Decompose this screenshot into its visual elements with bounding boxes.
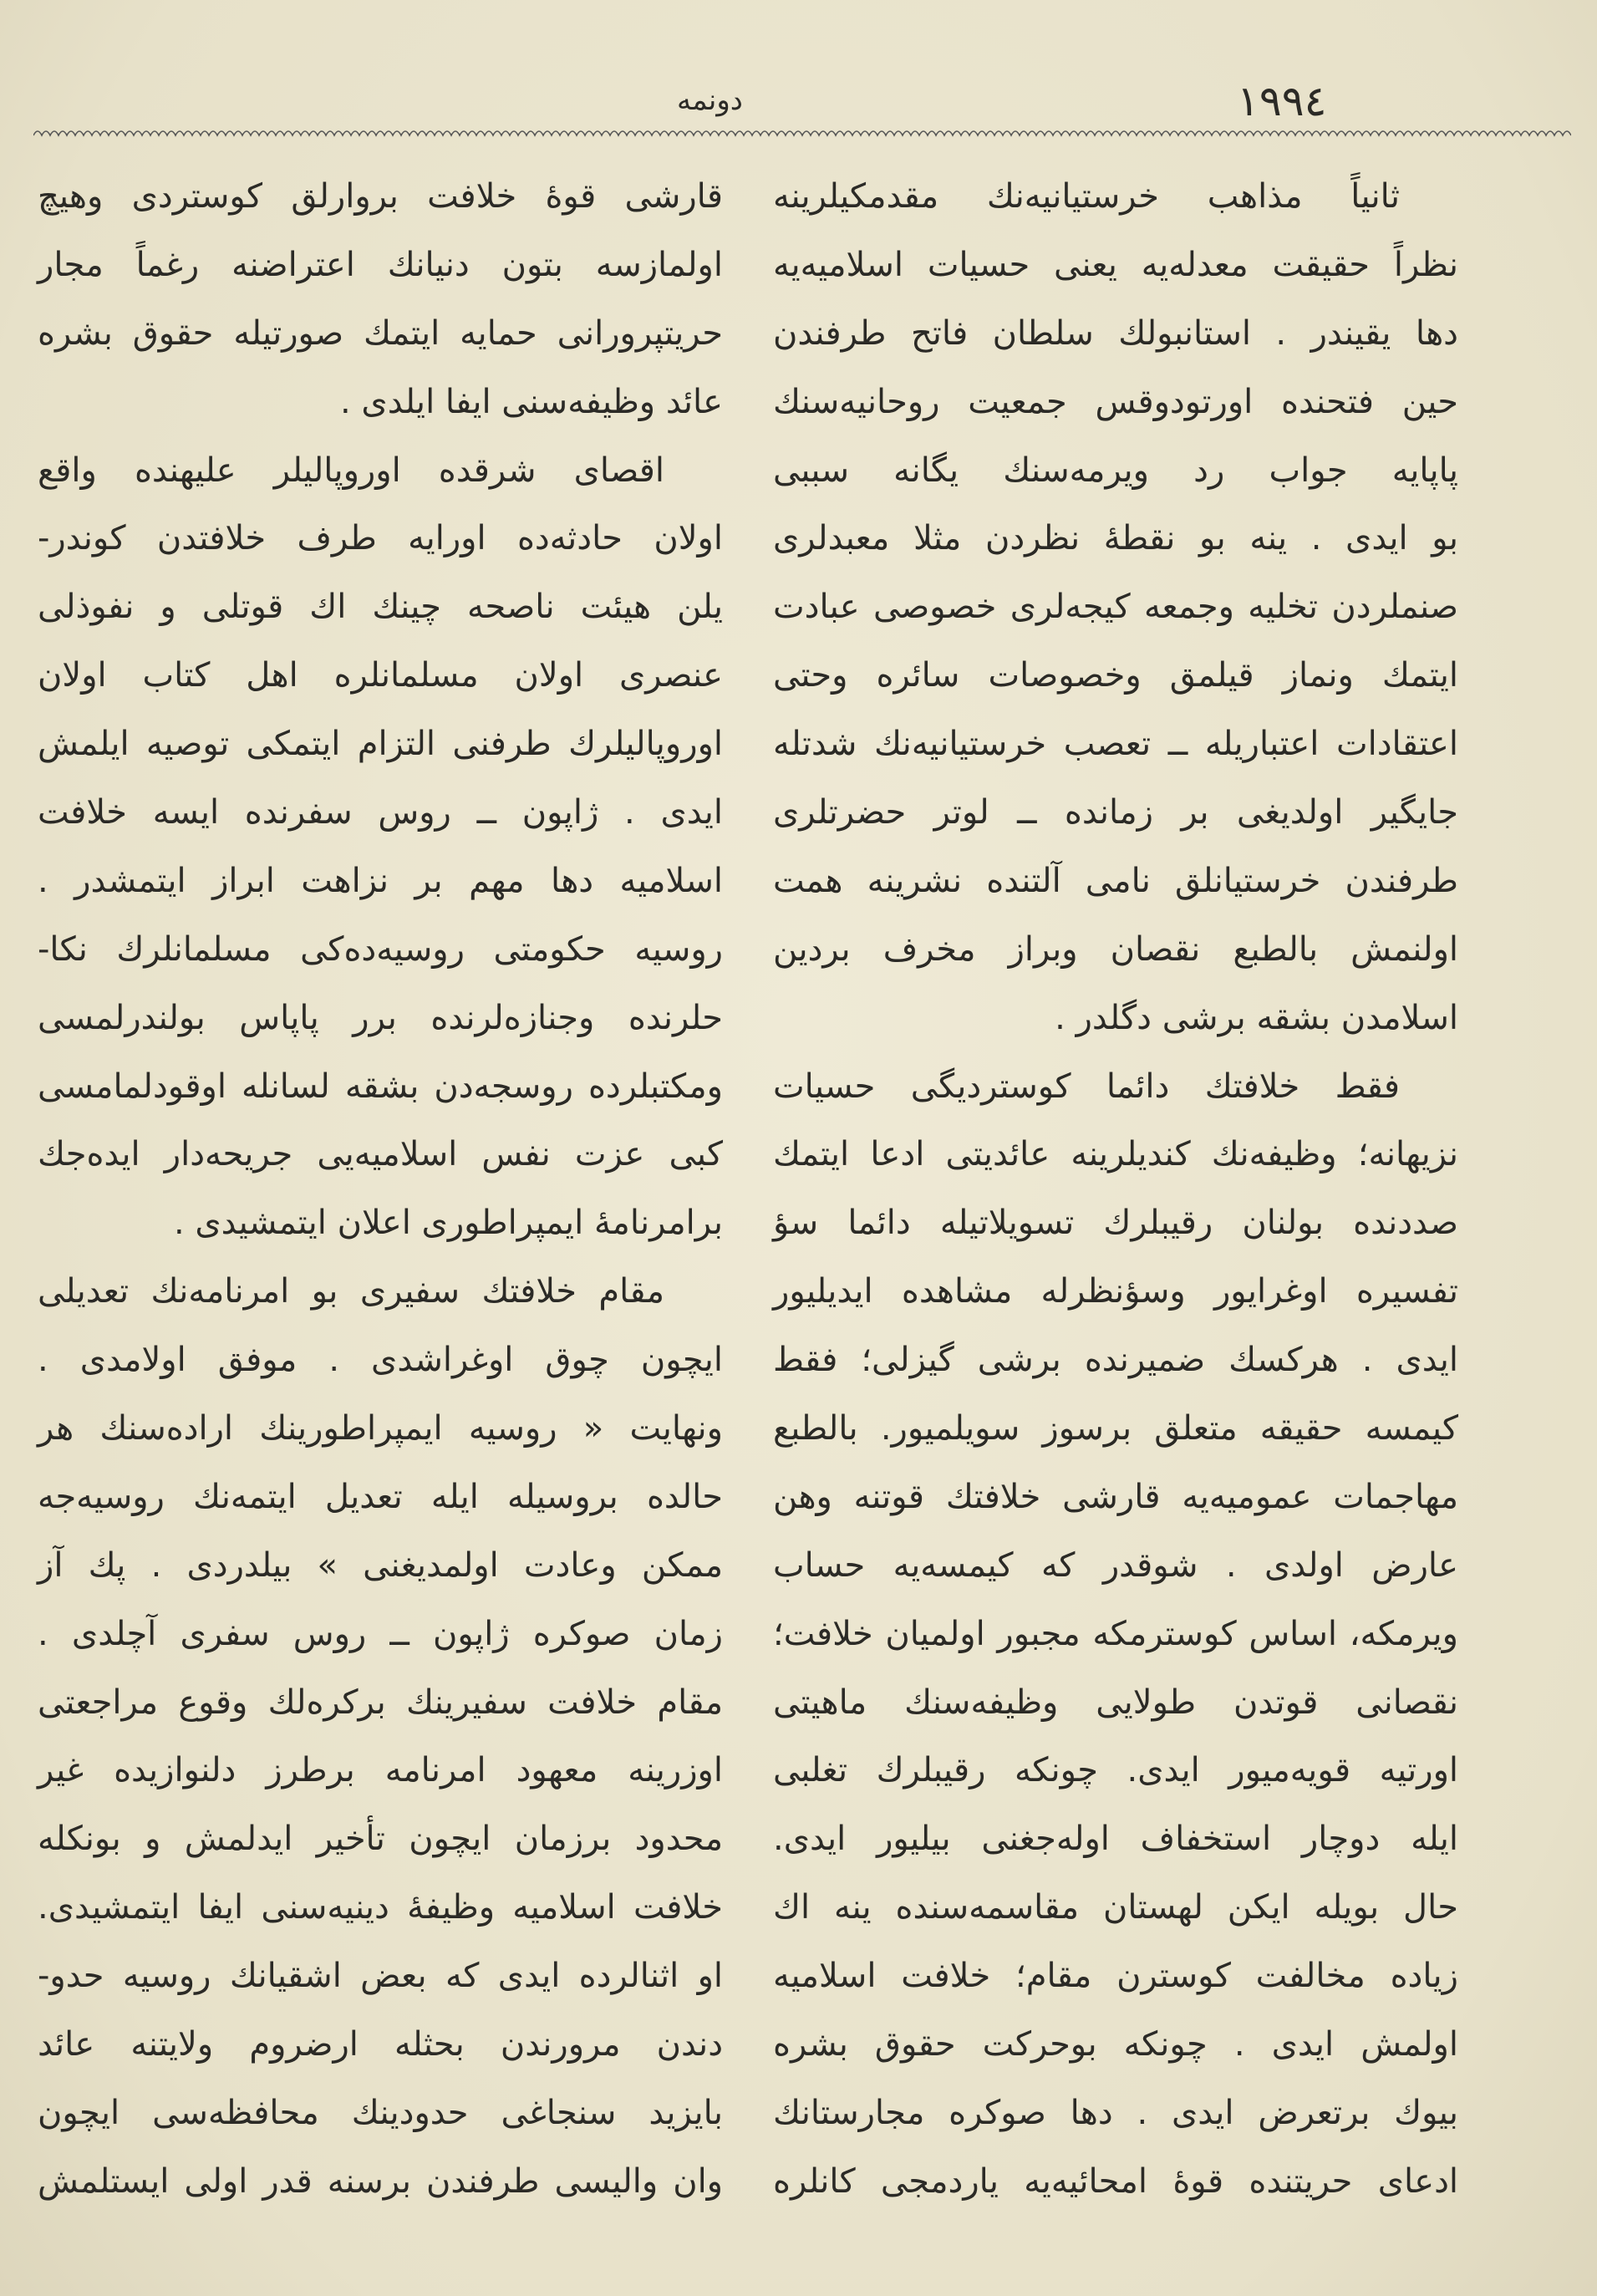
text-line: ایچون چوق اوغراشدی . موفق اولامدی . xyxy=(38,1341,723,1380)
text-line: قارشی قوهٔ خلافت بروارلق كوستردی وهیچ xyxy=(38,177,723,216)
text-line: اعتقادات اعتباریله ــ تعصب خرستیانیه‌نك شدتله xyxy=(773,725,1458,764)
text-line: حریتپرورانی حمایه ایتمك صورتیله حقوق بشره xyxy=(38,313,723,353)
text-line: عارض اولدی . شوقدر كه كیمسه‌یه حساب xyxy=(773,1545,1458,1585)
text-line: دندن مرورندن بحثله ارضروم ولایتنه عائد xyxy=(38,2025,723,2064)
text-line: خلافت اسلامیه وظیفهٔ دینیه‌سنی ایفا ایتمشیدی. xyxy=(38,1888,723,1927)
text-line: حلرنده وجنازه‌لرنده برر پاپاس بولندرلمسی xyxy=(38,998,723,1037)
text-line: ثانیاً مذاهب خرستیانیه‌نك مقدمكیلرینه xyxy=(773,177,1400,216)
text-line: صنملردن تخلیه وجمعه كیجه‌لری خصوصی عبادت xyxy=(773,588,1458,627)
text-line: عائد وظیفه‌سنی ایفا ایلدی . xyxy=(339,382,723,421)
text-line: یلن هیئت ناصحه چینك اك قوتلی و نفوذلی xyxy=(38,588,723,627)
text-line: اسلامیه دها مهم بر نزاهت ابراز ایتمشدر . xyxy=(38,861,723,900)
text-line: او اثنالرده ایدی كه بعض اشقیانك روسیه حدو- xyxy=(38,1957,723,1996)
text-line: طرفندن خرستیانلق نامی آلتنده نشرینه همت xyxy=(773,861,1458,900)
text-line: اقصای شرقده اوروپالیلر علیهنده واقع xyxy=(38,451,664,490)
text-line: وان والیسی طرفندن برسنه قدر اولی ایستلمش xyxy=(38,2161,723,2201)
text-line: روسیه حكومتی روسیه‌ده‌كی مسلمانلرك نكا- xyxy=(38,929,723,969)
running-title: دونمه xyxy=(677,84,743,117)
text-line: حالده بروسیله ایله تعدیل ایتمه‌نك روسیه‌جه xyxy=(38,1477,723,1516)
text-line: حین فتحنده اورتودوقس جمعیت روحانیه‌سنك xyxy=(773,382,1458,421)
text-line: زیاده مخالفت كوسترن مقام؛ خلافت اسلامیه xyxy=(773,1957,1458,1996)
text-line: برامرنامهٔ ایمپراطوری اعلان ایتمشیدی . xyxy=(173,1204,723,1243)
text-line: كبی عزت نفس اسلامیه‌یی جریحه‌دار ایده‌جك xyxy=(38,1135,723,1174)
text-line: ویرمكه، اساس كوسترمكه مجبور اولمیان خلافت؛ xyxy=(773,1614,1458,1653)
text-line: ایدی . هركسك ضمیرنده برشی گیزلی؛ فقط xyxy=(773,1341,1458,1380)
wavy-header-rule xyxy=(33,125,1571,142)
text-line: ومكتبلرده روسجه‌دن بشقه لسانله اوقودلمامسی xyxy=(38,1067,723,1106)
text-line: ادعای حریتنده قوهٔ امحائیه‌یه یاردمجی كانلره xyxy=(773,2161,1458,2201)
text-line: جایگیر اولدیغی بر زمانده ــ لوتر حضرتلری xyxy=(773,793,1458,832)
page-number: ١٩٩٤ xyxy=(1237,77,1327,125)
text-line: بو ایدی . ینه بو نقطهٔ نظردن مثلا معبدلری xyxy=(773,519,1458,558)
text-line: نزیهانه؛ وظیفه‌نك كندیلرینه عائدیتی ادعا ایتمك xyxy=(773,1135,1458,1174)
text-line: ممكن وعادت اولمدیغنی » بیلدردی . پك آز xyxy=(38,1545,723,1585)
text-line: اورتیه قویه‌میور ایدی. چونكه رقیبلرك تغلبی xyxy=(773,1751,1458,1790)
text-line: اولمازسه بتون دنیانك اعتراضنه رغماً مجار xyxy=(38,245,723,284)
right-column xyxy=(773,163,1458,2217)
text-line: ایله دوچار استخفاف اوله‌جغنی بیلیور ایدی. xyxy=(773,1820,1458,1859)
text-line: اوروپالیلرك طرفنی التزام ایتمكی توصیه ایلمش xyxy=(38,725,723,764)
text-line: ایتمك ونماز قیلمق وخصوصات سائره وحتی xyxy=(773,656,1458,695)
text-line: اولمش ایدی . چونكه بوحركت حقوق بشره xyxy=(773,2025,1458,2064)
text-line: پاپایه جواب رد ویرمه‌سنك یگانه سببی xyxy=(773,451,1458,490)
text-line: تفسیره اوغرایور وسؤنظرله مشاهده ایدیلیور xyxy=(773,1272,1458,1311)
text-line: ایدی . ژاپون ــ روس سفرنده ایسه خلافت xyxy=(38,793,723,832)
text-line: ونهایت « روسیه ایمپراطورینك اراده‌سنك هر xyxy=(38,1409,723,1448)
text-line: صددنده بولنان رقیبلرك تسویلاتیله دائما سؤ xyxy=(773,1204,1458,1243)
text-line: بایزید سنجاغی حدودینك محافظه‌سی ایچون xyxy=(38,2093,723,2132)
text-line: مهاجمات عمومیه‌یه قارشی خلافتك قوتنه وهن xyxy=(773,1477,1458,1516)
text-line: بیوك برتعرض ایدی . دها صوكره مجارستانك xyxy=(773,2093,1458,2132)
text-line: اوزرینه معهود امرنامه برطرز دلنوازیده غیر xyxy=(38,1751,723,1790)
text-line: مقام خلافت سفیرینك بركره‌لك وقوع مراجعتی xyxy=(38,1683,723,1722)
text-line: اسلامدن بشقه برشی دگلدر . xyxy=(1055,998,1458,1037)
text-line: نظراً حقیقت معدله‌یه یعنی حسیات اسلامیه‌یه xyxy=(773,245,1458,284)
text-line: اولنمش بالطبع نقصان وبراز مخرف بردین xyxy=(773,929,1458,969)
text-line: حال بویله ایكن لهستان مقاسمه‌سنده ینه اك xyxy=(773,1888,1458,1927)
text-line: فقط خلافتك دائما كوستردیگی حسیات xyxy=(773,1067,1400,1106)
text-line: نقصانی قوتدن طولایی وظیفه‌سنك ماهیتی xyxy=(773,1683,1458,1722)
left-column xyxy=(38,163,723,2217)
text-line: دها یقیندر . استانبولك سلطان فاتح طرفندن xyxy=(773,313,1458,353)
text-line: زمان صوكره ژاپون ــ روس سفری آچلدی . xyxy=(38,1614,723,1653)
text-line: مقام خلافتك سفیری بو امرنامه‌نك تعدیلی xyxy=(38,1272,664,1311)
text-line: كیمسه حقیقه متعلق برسوز سویلمیور. بالطبع xyxy=(773,1409,1458,1448)
text-line: محدود برزمان ایچون تأخیر ایدلمش و بونكله xyxy=(38,1820,723,1859)
text-line: عنصری اولان مسلمانلره اهل كتاب اولان xyxy=(38,656,723,695)
text-line: اولان حادثه‌ده اورایه طرف خلافتدن كوندر- xyxy=(38,519,723,558)
